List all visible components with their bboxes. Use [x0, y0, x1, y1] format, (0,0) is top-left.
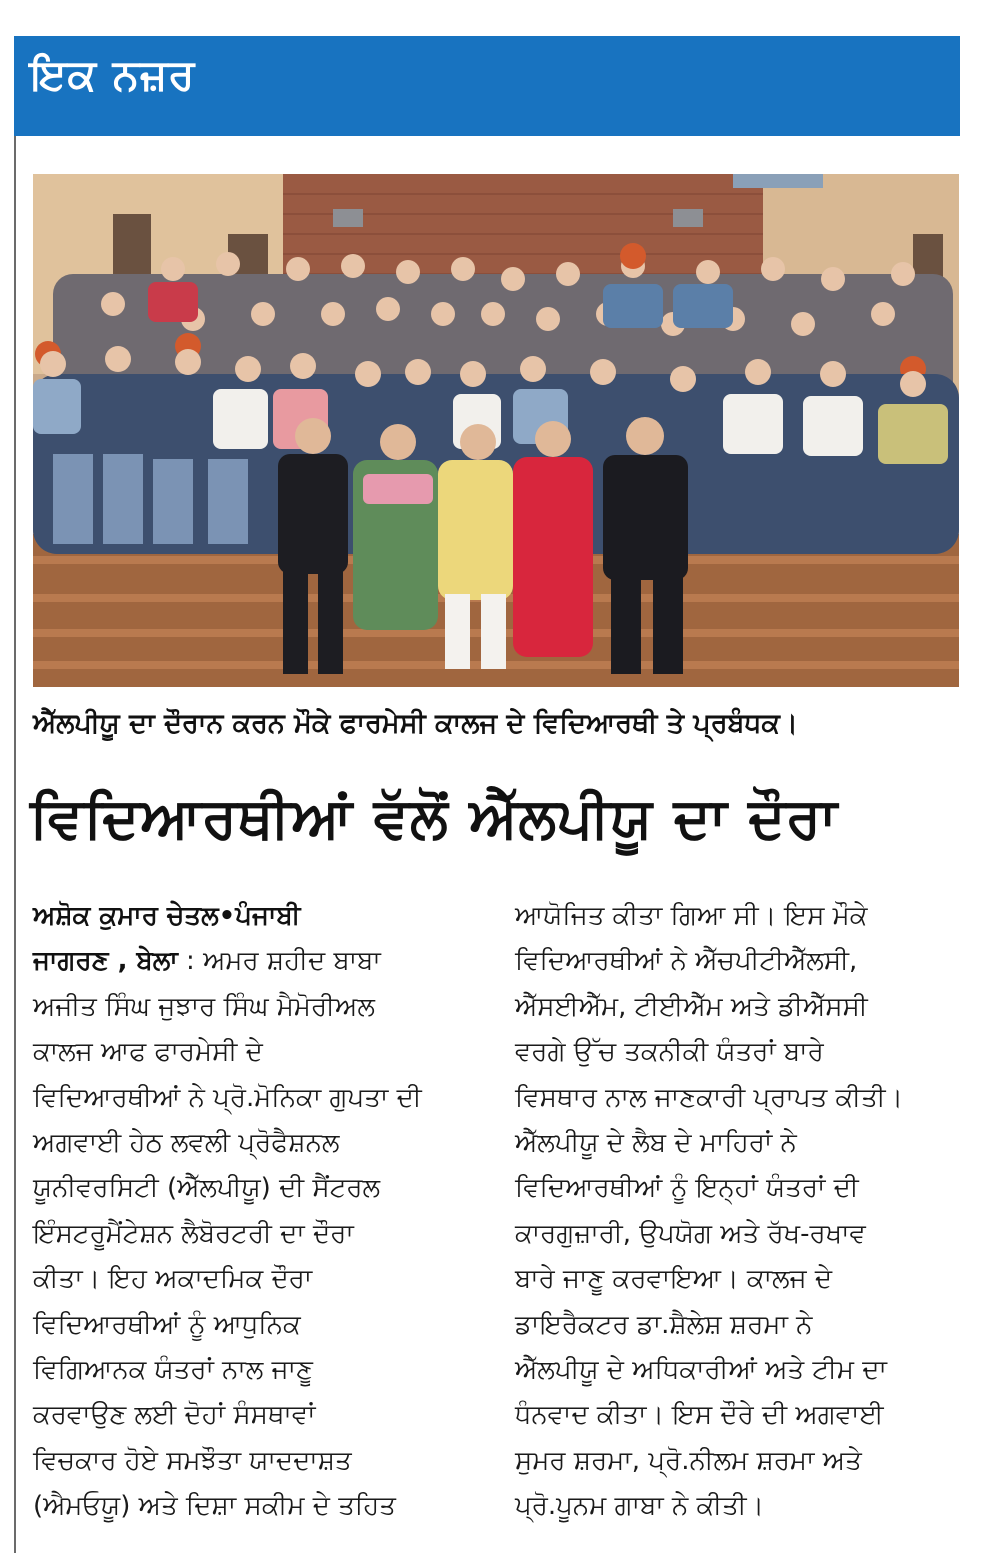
body-line: ਕਰਵਾਉਣ ਲਈ ਦੋਹਾਂ ਸੰਸਥਾਵਾਂ — [33, 1400, 316, 1431]
body-line: ਡਾਇਰੈਕਟਰ ਡਾ.ਸ਼ੈਲੇਸ਼ ਸ਼ਰਮਾ ਨੇ — [515, 1309, 813, 1340]
body-line: ਅਜੀਤ ਸਿੰਘ ਜੁਝਾਰ ਸਿੰਘ ਮੈਮੋਰੀਅਲ — [33, 991, 375, 1022]
body-line: ਅਗਵਾਈ ਹੇਠ ਲਵਲੀ ਪ੍ਰੋਫੈਸ਼ਨਲ — [33, 1127, 340, 1158]
dateline: ਜਾਗਰਣ , ਬੇਲਾ — [33, 946, 178, 977]
body-line: ਐੱਲਪੀਯੂ ਦੇ ਅਧਿਕਾਰੀਆਂ ਅਤੇ ਟੀਮ ਦਾ — [515, 1354, 887, 1385]
body-line: ਆਯੋਜਿਤ ਕੀਤਾ ਗਿਆ ਸੀ। ਇਸ ਮੌਕੇ — [515, 901, 868, 931]
body-line: ਵਿਗਿਆਨਕ ਯੰਤਰਾਂ ਨਾਲ ਜਾਣੂ — [33, 1354, 313, 1385]
body-line: ਵਿਸਥਾਰ ਨਾਲ ਜਾਣਕਾਰੀ ਪ੍ਰਾਪਤ ਕੀਤੀ। — [515, 1082, 904, 1113]
body-line: ਵਿਦਿਆਰਥੀਆਂ ਨੇ ਐੱਚਪੀਟੀਐੱਲਸੀ, — [515, 946, 858, 977]
body-line: (ਐਮਓਯੂ) ਅਤੇ ਦਿਸ਼ਾ ਸਕੀਮ ਦੇ ਤਹਿਤ — [33, 1491, 396, 1522]
body-line: ਐੱਲਪੀਯੂ ਦੇ ਲੈਬ ਦੇ ਮਾਹਿਰਾਂ ਨੇ — [515, 1127, 797, 1158]
group-photo — [33, 174, 959, 687]
body-line: ਪ੍ਰੋ.ਪੂਨਮ ਗਾਬਾ ਨੇ ਕੀਤੀ। — [515, 1491, 765, 1522]
photo-caption: ਐੱਲਪੀਯੂ ਦਾ ਦੌਰਾਨ ਕਰਨ ਮੌਕੇ ਫਾਰਮੇਸੀ ਕਾਲਜ ਦੇ ਵਿਦਿਆਰਥੀ ਤੇ ਪ੍ਰਬੰਧਕ। — [33, 708, 799, 739]
body-line: ਸੁਮਰ ਸ਼ਰਮਾ, ਪ੍ਰੋ.ਨੀਲਮ ਸ਼ਰਮਾ ਅਤੇ — [515, 1445, 862, 1476]
body-line: ਵਿਦਿਆਰਥੀਆਂ ਨੇ ਪ੍ਰੋ.ਮੋਨਿਕਾ ਗੁਪਤਾ ਦੀ — [33, 1082, 422, 1113]
body-line: ਵਿਦਿਆਰਥੀਆਂ ਨੂੰ ਆਧੁਨਿਕ — [33, 1309, 301, 1340]
body-line: ਯੂਨੀਵਰਸਿਟੀ (ਐੱਲਪੀਯੂ) ਦੀ ਸੈਂਟਰਲ — [33, 1173, 381, 1204]
byline: ਅਸ਼ੋਕ ਕੁਮਾਰ ਚੇਤਲ•ਪੰਜਾਬੀ — [33, 901, 301, 931]
body-line: : ਅਮਰ ਸ਼ਹੀਦ ਬਾਬਾ — [177, 946, 381, 977]
section-title: ਇਕ ਨਜ਼ਰ — [30, 50, 196, 99]
body-line: ਵਰਗੇ ਉੱਚ ਤਕਨੀਕੀ ਯੰਤਰਾਂ ਬਾਰੇ — [515, 1037, 824, 1068]
body-line: ਕਾਲਜ ਆਫ ਫਾਰਮੇਸੀ ਦੇ — [33, 1037, 263, 1068]
article-column-right — [515, 894, 970, 1529]
body-line: ਕੀਤਾ। ਇਹ ਅਕਾਦਮਿਕ ਦੌਰਾ — [33, 1264, 313, 1295]
byline-dateline — [33, 939, 488, 984]
body-line: ਬਾਰੇ ਜਾਣੂ ਕਰਵਾਇਆ। ਕਾਲਜ ਦੇ — [515, 1264, 833, 1295]
article-column-left — [33, 894, 488, 1529]
body-line: ਇੰਸਟਰੂਮੈਂਟੇਸ਼ਨ ਲੈਬੋਰਟਰੀ ਦਾ ਦੌਰਾ — [33, 1218, 354, 1249]
body-line: ਧੰਨਵਾਦ ਕੀਤਾ। ਇਸ ਦੌਰੇ ਦੀ ਅਗਵਾਈ — [515, 1400, 884, 1431]
body-line: ਵਿਚਕਾਰ ਹੋਏ ਸਮਝੌਤਾ ਯਾਦਦਾਸ਼ਤ — [33, 1445, 352, 1476]
article-headline: ਵਿਦਿਆਰਥੀਆਂ ਵੱਲੋਂ ਐੱਲਪੀਯੂ ਦਾ ਦੌਰਾ — [30, 786, 839, 851]
body-line: ਵਿਦਿਆਰਥੀਆਂ ਨੂੰ ਇਨ੍ਹਾਂ ਯੰਤਰਾਂ ਦੀ — [515, 1173, 859, 1204]
body-line: ਐੱਸਈਐੱਮ, ਟੀਈਐੱਮ ਅਤੇ ਡੀਐੱਸਸੀ — [515, 991, 868, 1022]
body-line: ਕਾਰਗੁਜ਼ਾਰੀ, ਉਪਯੋਗ ਅਤੇ ਰੱਖ-ਰਖਾਵ — [515, 1218, 866, 1249]
